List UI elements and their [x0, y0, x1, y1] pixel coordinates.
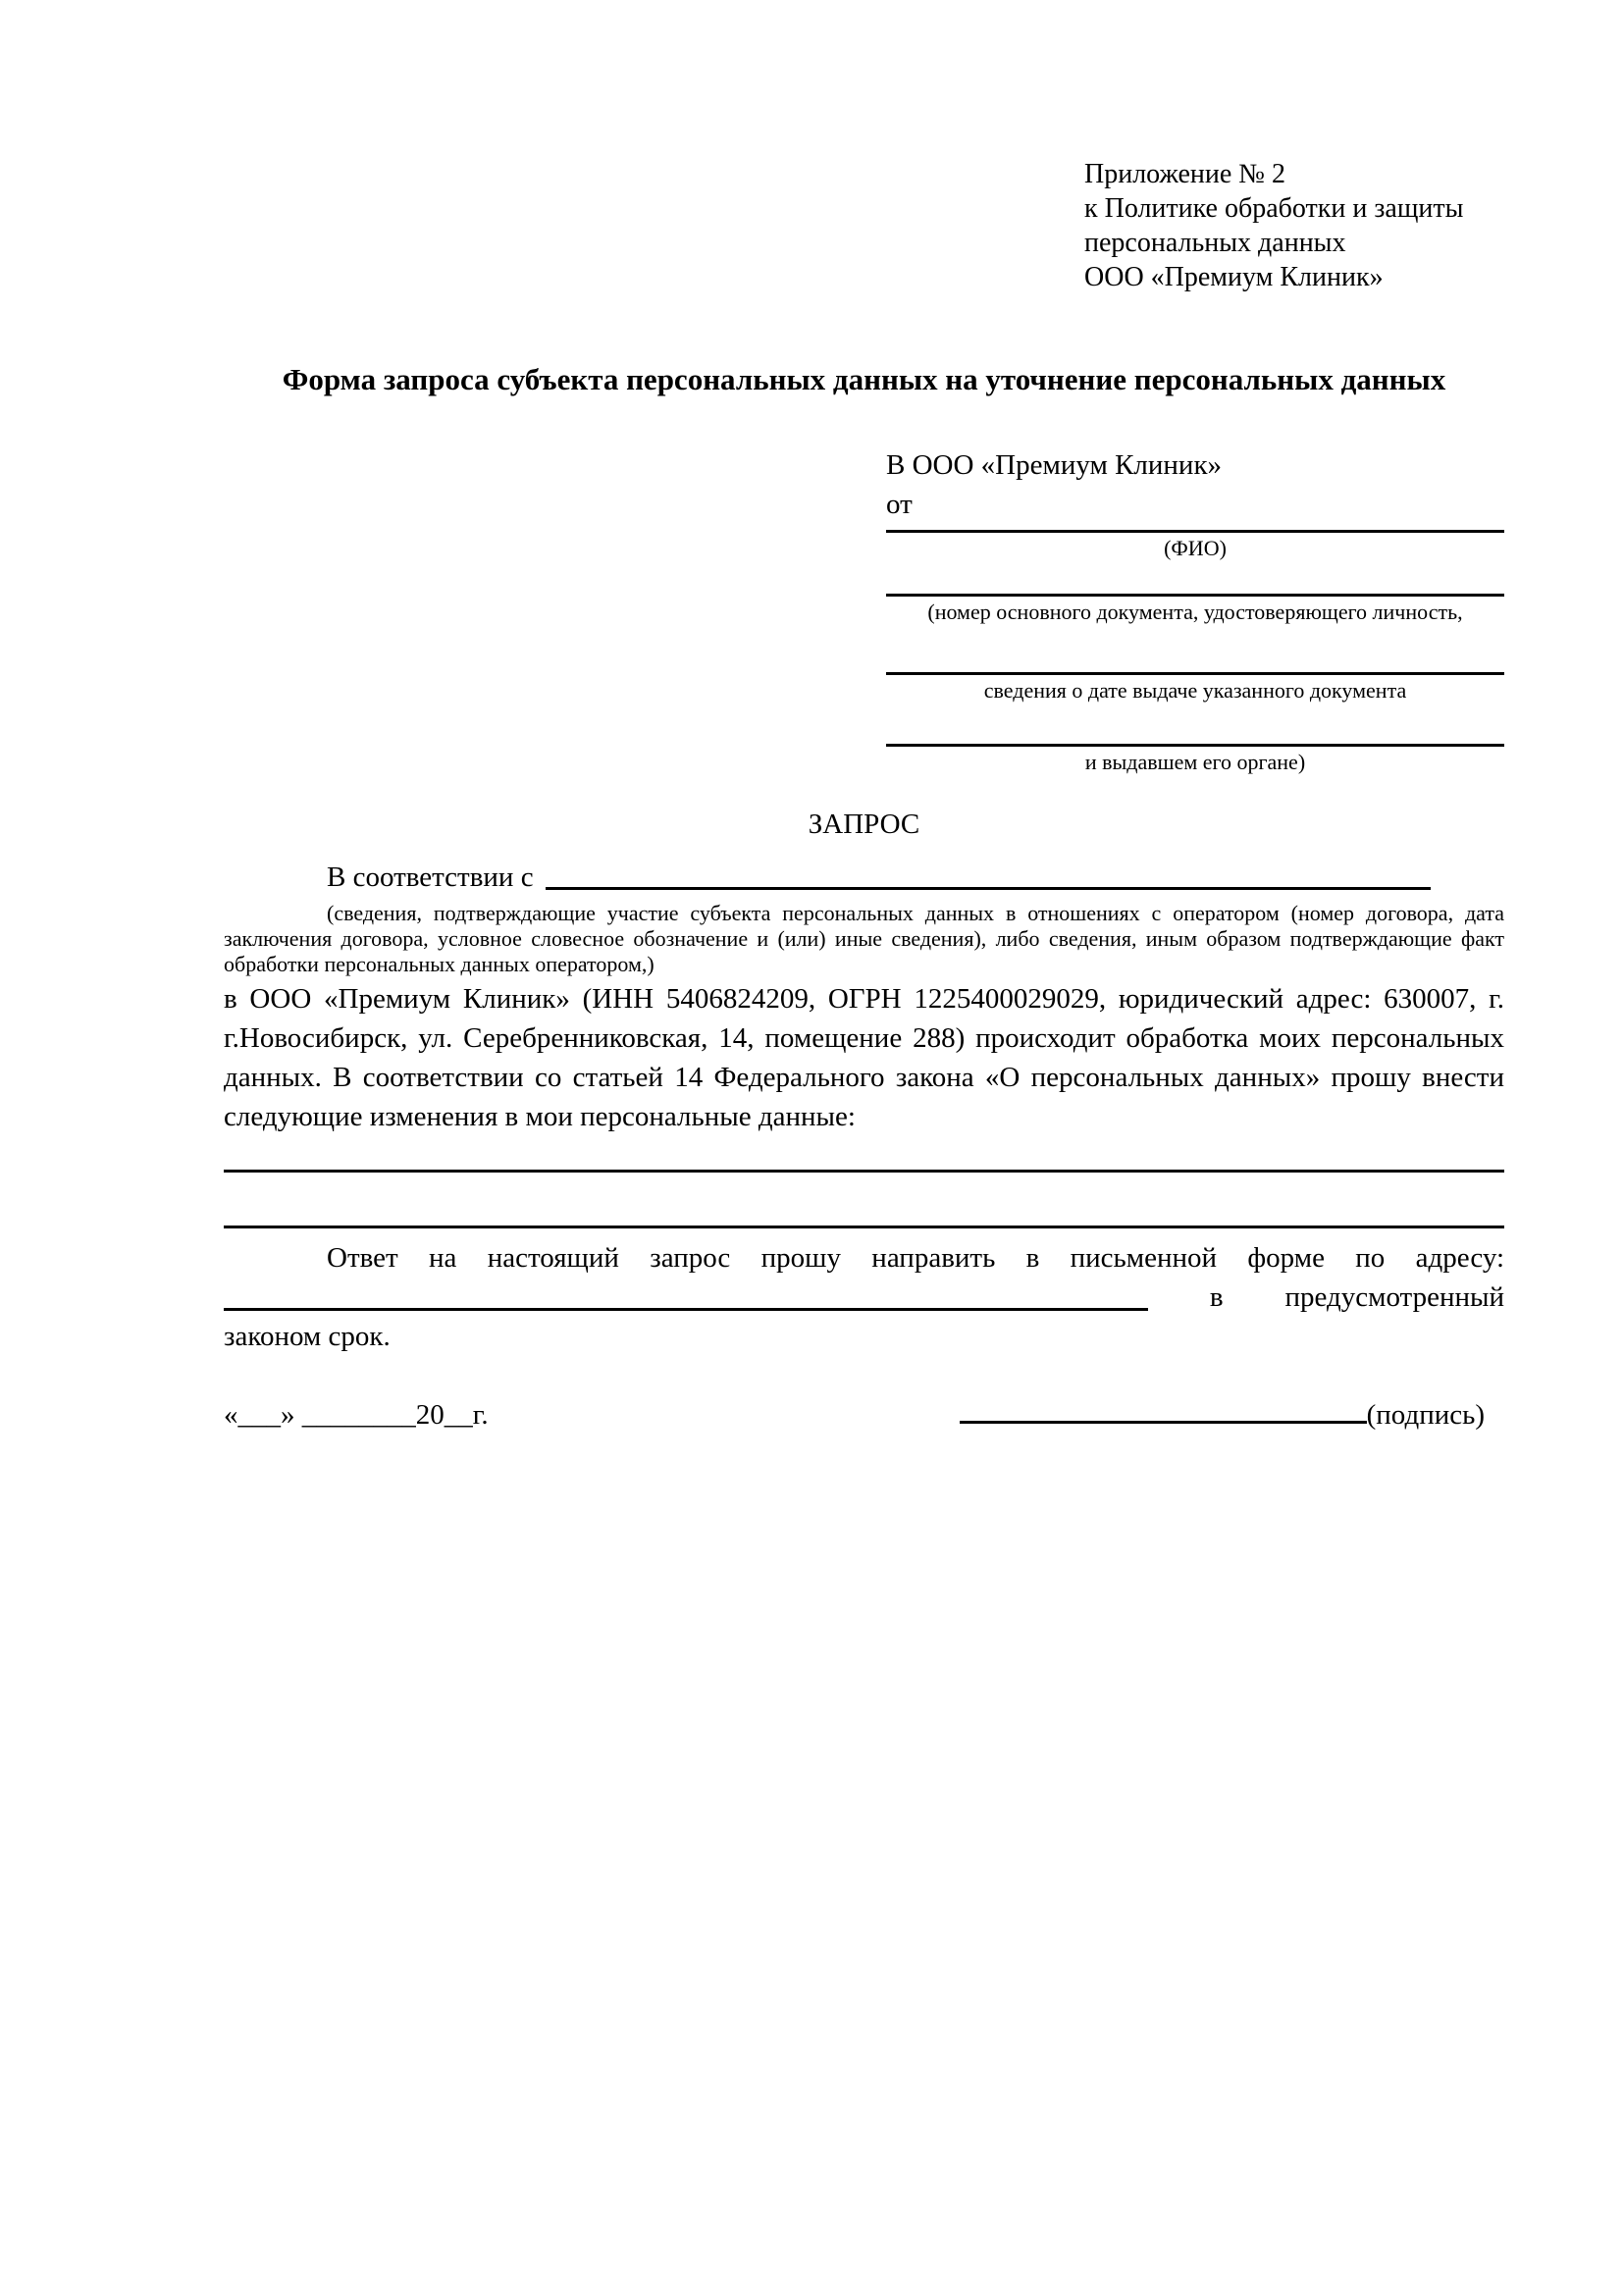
issuing-authority-caption: и выдавшем его органе)	[1084, 750, 1306, 774]
reply-address-row	[224, 1278, 1504, 1317]
reply-address-sentence: Ответ на настоящий запрос прошу направить в письменной форме по адресу:	[327, 1242, 1504, 1274]
document-number-blank-line	[886, 588, 1504, 597]
appendix-reference	[1084, 157, 1504, 294]
reply-tail: законом срок.	[224, 1321, 391, 1352]
reply-word-due: предусмотренный	[1284, 1281, 1504, 1313]
addressee-from-label: от	[886, 489, 913, 520]
signature-caption: (подпись)	[1366, 1399, 1485, 1431]
date-blank: «___» ________20__г.	[224, 1399, 489, 1431]
request-heading: ЗАПРОС	[808, 809, 920, 840]
form-title: Форма запроса субъекта персональных данных на уточнение персональных данных	[282, 362, 1446, 396]
issue-date-caption: сведения о дате выдаче указанного документа	[983, 678, 1407, 703]
changes-blank-line-2	[224, 1226, 1504, 1228]
reply-word-in: в	[1209, 1281, 1224, 1313]
document-number-caption: (номер основного документа, удостоверяющего личность,	[927, 600, 1463, 624]
appendix-line-4: ООО «Премиум Клиник»	[1084, 262, 1384, 292]
page-content	[224, 0, 1504, 1435]
fio-blank-line	[886, 524, 1504, 533]
reply-address-blank-line	[224, 1278, 1148, 1311]
signature-blank-line	[960, 1421, 1367, 1424]
addressee-organization: В ООО «Премиум Клиник»	[886, 449, 1223, 481]
date-signature-row	[224, 1395, 1504, 1435]
appendix-line-1: Приложение № 2	[1084, 159, 1285, 189]
intro-row	[224, 858, 1504, 897]
addressee-block	[886, 445, 1504, 775]
issue-date-blank-line	[886, 666, 1504, 675]
basis-footnote: (сведения, подтверждающие участие субъекта персональных данных в отношениях с оператором (номер договора, дата заключения договора, условное словесное обозначение и (или) иные сведения), либо сведения, иным образом подтверждающие факт обработки персональных данных оператором,)	[224, 901, 1504, 976]
fio-caption: (ФИО)	[1164, 536, 1227, 560]
signature-group	[960, 1395, 1485, 1435]
request-body-paragraph: в ООО «Премиум Клиник» (ИНН 5406824209, ОГРН 1225400029029, юридический адрес: 630007, г. г.Новосибирск, ул. Серебренниковская, 14, помещение 288) происходит обработка моих персональных данных. В соответствии со статьей 14 Федерального закона «О персональных данных» прошу внести следующие изменения в мои персональные данные:	[224, 983, 1504, 1132]
basis-blank-line	[546, 858, 1431, 890]
intro-label: В соответствии с	[327, 861, 534, 893]
issuing-authority-blank-line	[886, 738, 1504, 747]
appendix-line-3: персональных данных	[1084, 228, 1346, 258]
changes-blank-line-1	[224, 1170, 1504, 1173]
appendix-line-2: к Политике обработки и защиты	[1084, 193, 1464, 224]
